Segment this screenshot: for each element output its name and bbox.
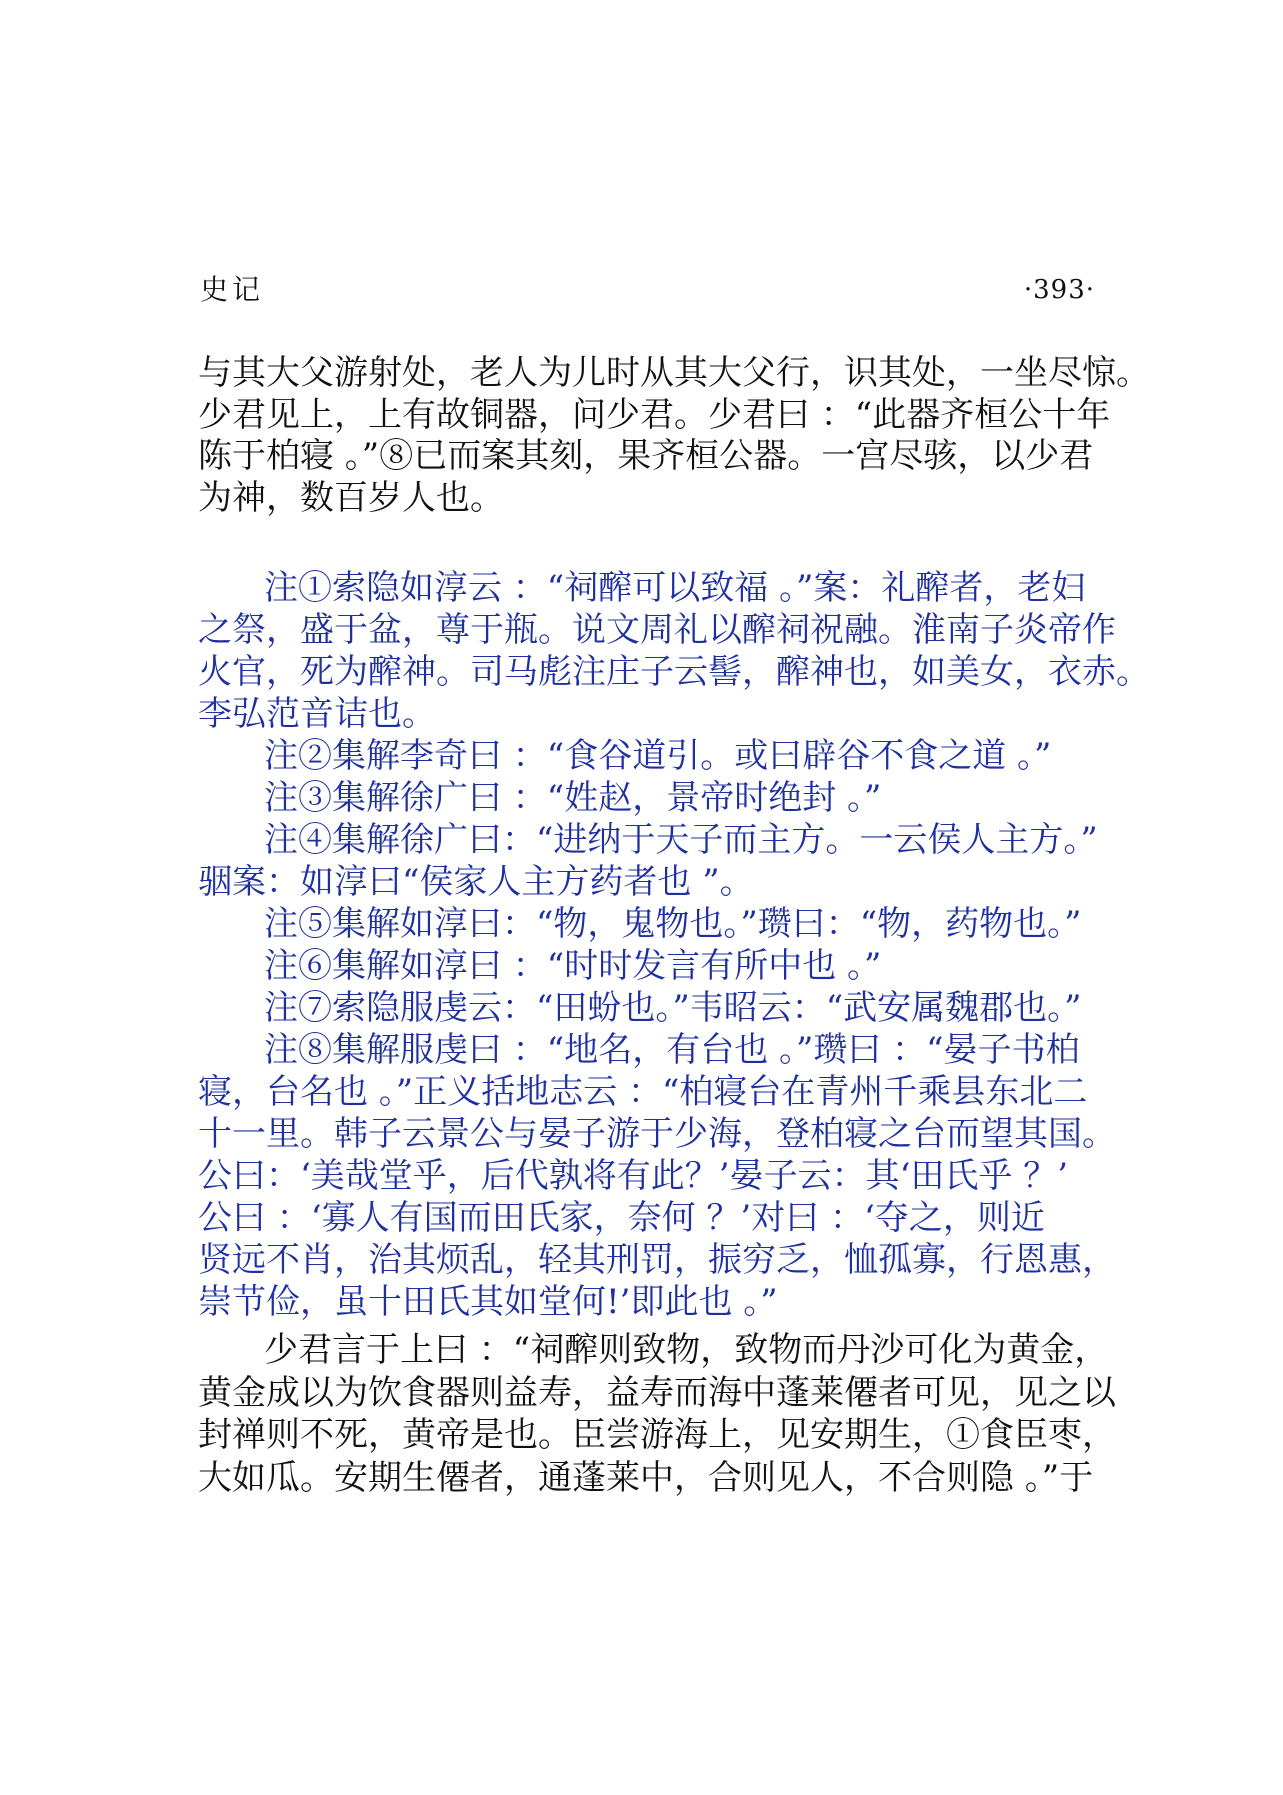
main-text-top [198,353,1150,519]
note-line: 崇节俭，虽十田氏其如堂何!’即此也 。” [198,1282,778,1322]
note-line: 注⑤集解如淳曰：“物，鬼物也。”瓒曰：“物，药物也。” [264,904,1082,944]
main-text-bottom [198,1329,1116,1499]
note-line: 寝，台名也 。”正义括地志云 ：“柏寝台在青州千乘县东北二 [198,1072,1088,1112]
running-title: 史记 [200,273,265,306]
note-line: 公曰 ：‘寡人有国而田氏家，奈何 ？’对曰 ：‘夺之，则近 [198,1198,1045,1238]
note-line: 十一里。韩子云景公与晏子游于少海，登柏寝之台而望其国。 [198,1114,1116,1154]
note-line: 注⑥集解如淳曰 ：“时时发言有所中也 。” [264,946,882,986]
note-line: 骃案：如淳曰“侯家人主方药者也 ”。 [198,862,754,902]
note-line: 贤远不肖，治其烦乱，轻其刑罚，振穷乏，恤孤寡，行恩惠， [198,1240,1116,1280]
text-line: 大如瓜。安期生僊者，通蓬莱中，合则见人，不合则隐 。”于 [198,1457,1094,1498]
note-line: 公曰：‘美哉堂乎，后代孰将有此？’晏子云：其‘田氏乎 ？’ [198,1156,1069,1196]
text-line: 陈于柏寝 。”⑧已而案其刻，果齐桓公器。一宫尽骇，以少君 [198,436,1094,477]
note-line: 火官，死为醡神。司马彪注庄子云髻，醡神也，如美女，衣赤。 [198,652,1150,692]
note-line: 李弘范音诘也。 [198,694,436,734]
annotation-notes [198,567,1150,1323]
text-line: 少君言于上曰 ：“祠醡则致物，致物而丹沙可化为黄金， [264,1330,1109,1370]
text-line: 封禅则不死，黄帝是也。臣尝游海上，见安期生，①食臣枣， [198,1415,1116,1455]
note-line: 注④集解徐广曰：“进纳于天子而主方。一云侯人主方。” [264,820,1098,860]
note-line: 注⑧集解服虔曰 ：“地名，有台也 。”瓒曰 ：“晏子书柏 [264,1030,1080,1070]
note-line: 注②集解李奇曰 ：“食谷道引。或曰辟谷不食之道 。” [264,736,1052,776]
note-line: 注①索隐如淳云 ：“祠醡可以致福 。”案：礼醡者，老妇 [264,568,1086,608]
text-line: 与其大父游射处，老人为儿时从其大父行，识其处，一坐尽惊。 [198,353,1150,393]
text-line: 为神，数百岁人也。 [198,477,504,518]
text-line: 黄金成以为饮食器则益寿，益寿而海中蓬莱僊者可见，见之以 [198,1372,1116,1413]
note-line: 注③集解徐广曰 ：“姓赵，景帝时绝封 。” [264,778,882,818]
note-line: 注⑦索隐服虔云：“田蚡也。”韦昭云：“武安属魏郡也。” [264,988,1082,1028]
note-line: 之祭，盛于盆，尊于瓶。说文周礼以醡祠祝融。淮南子炎帝作 [198,610,1116,650]
text-line: 少君见上，上有故铜器，问少君。少君曰 ：“此器齐桓公十年 [198,394,1111,435]
page-number: ·393· [1023,275,1095,305]
running-head [200,270,1095,310]
